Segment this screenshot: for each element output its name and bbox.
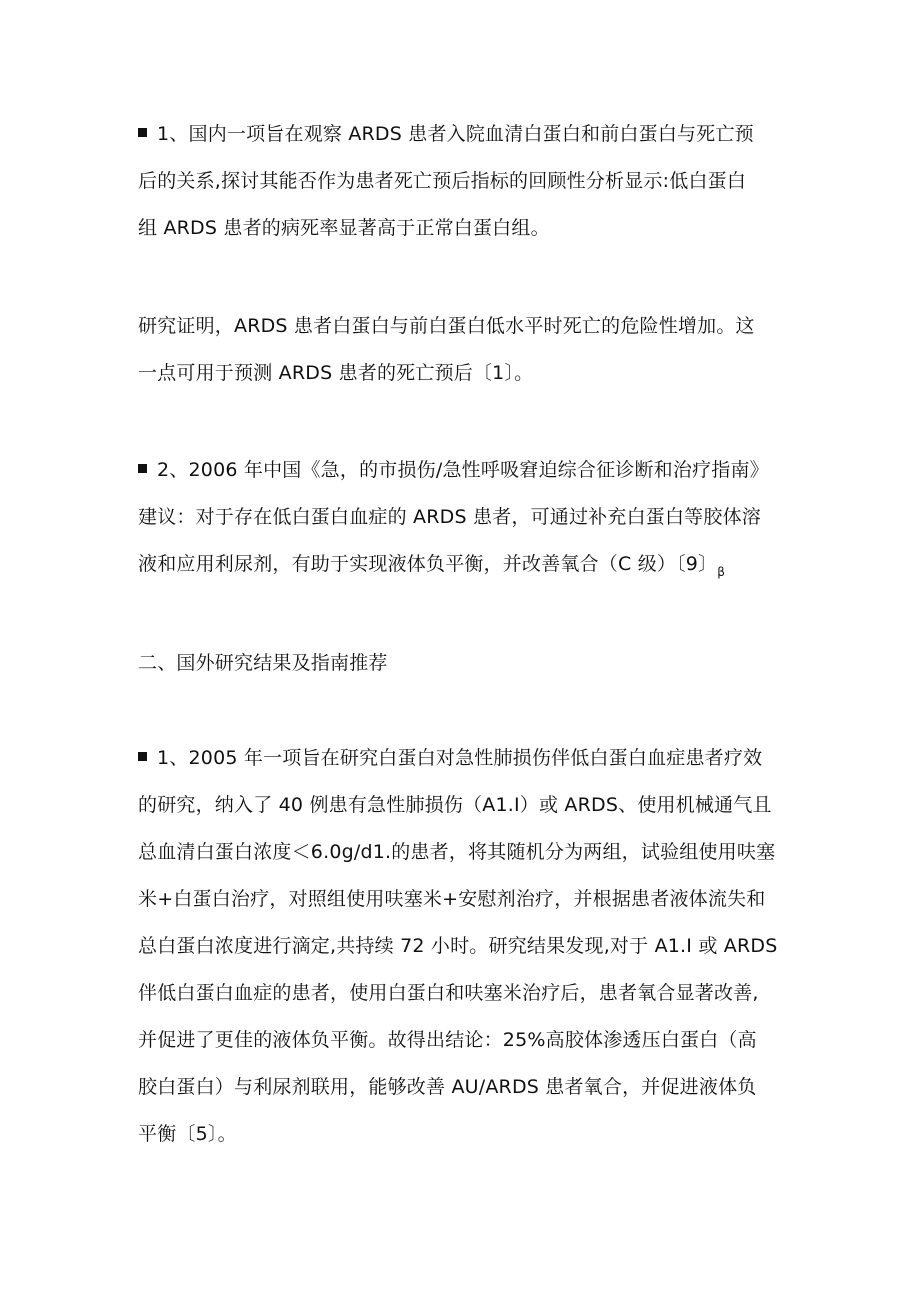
- paragraph-line: 总白蛋白浓度进行滴定,共持续 72 小时。研究结果发现,对于 A1.I 或 ARDS: [138, 935, 778, 957]
- paragraph-line: 2、2006 年中国《急，的市损伤/急性呼吸窘迫综合征诊断和治疗指南》: [138, 447, 798, 494]
- paragraph-line: 建议：对于存在低白蛋白血症的 ARDS 患者，可通过补充白蛋白等胶体溶: [138, 506, 761, 528]
- section-heading: [138, 640, 798, 687]
- paragraph-foreign-study-2005: [138, 735, 798, 1158]
- paragraph-line: 胶白蛋白）与利尿剂联用，能够改善 AU/ARDS 患者氧合，并促进液体负: [138, 1076, 757, 1098]
- paragraph-domestic-study-1: [138, 111, 798, 252]
- paragraph-line: 液和应用利尿剂，有助于实现液体负平衡，并改善氧合（C 级）〔9〕$_\beta$: [138, 553, 726, 579]
- bullet-icon: [138, 128, 147, 137]
- heading-line: 二、国外研究结果及指南推荐: [138, 652, 388, 674]
- paragraph-line: 后的关系,探讨其能否作为患者死亡预后指标的回顾性分析显示:低白蛋白: [138, 170, 747, 192]
- subscript-mark: β: [717, 565, 726, 579]
- paragraph-research-conclusion: [138, 303, 798, 397]
- paragraph-line: 1、国内一项旨在观察 ARDS 患者入院血清白蛋白和前白蛋白与死亡预: [138, 111, 798, 158]
- paragraph-line: 总血清白蛋白浓度＜6.0g/d1.的患者，将其随机分为两组，试验组使用呋塞: [138, 841, 776, 863]
- paragraph-line: 伴低白蛋白血症的患者，使用白蛋白和呋塞米治疗后，患者氧合显著改善,: [138, 982, 759, 1004]
- paragraph-guideline-2006: [138, 447, 798, 588]
- paragraph-line: 的研究，纳入了 40 例患有急性肺损伤（A1.I）或 ARDS、使用机械通气且: [138, 794, 772, 816]
- paragraph-line: 研究证明，ARDS 患者白蛋白与前白蛋白低水平时死亡的危险性增加。这: [138, 315, 755, 337]
- paragraph-line: 组 ARDS 患者的病死率显著高于正常白蛋白组。: [138, 217, 550, 239]
- paragraph-line: 平衡〔5〕。: [138, 1123, 237, 1145]
- paragraph-line: 米+白蛋白治疗，对照组使用呋塞米+安慰剂治疗，并根据患者液体流失和: [138, 888, 766, 910]
- paragraph-line: 一点可用于预测 ARDS 患者的死亡预后〔1〕。: [138, 362, 534, 384]
- bullet-icon: [138, 752, 147, 761]
- paragraph-line: 1、2005 年一项旨在研究白蛋白对急性肺损伤伴低白蛋白血症患者疗效: [138, 735, 798, 782]
- bullet-icon: [138, 464, 147, 473]
- paragraph-line: 并促进了更佳的液体负平衡。故得出结论：25%高胶体渗透压白蛋白（高: [138, 1029, 757, 1051]
